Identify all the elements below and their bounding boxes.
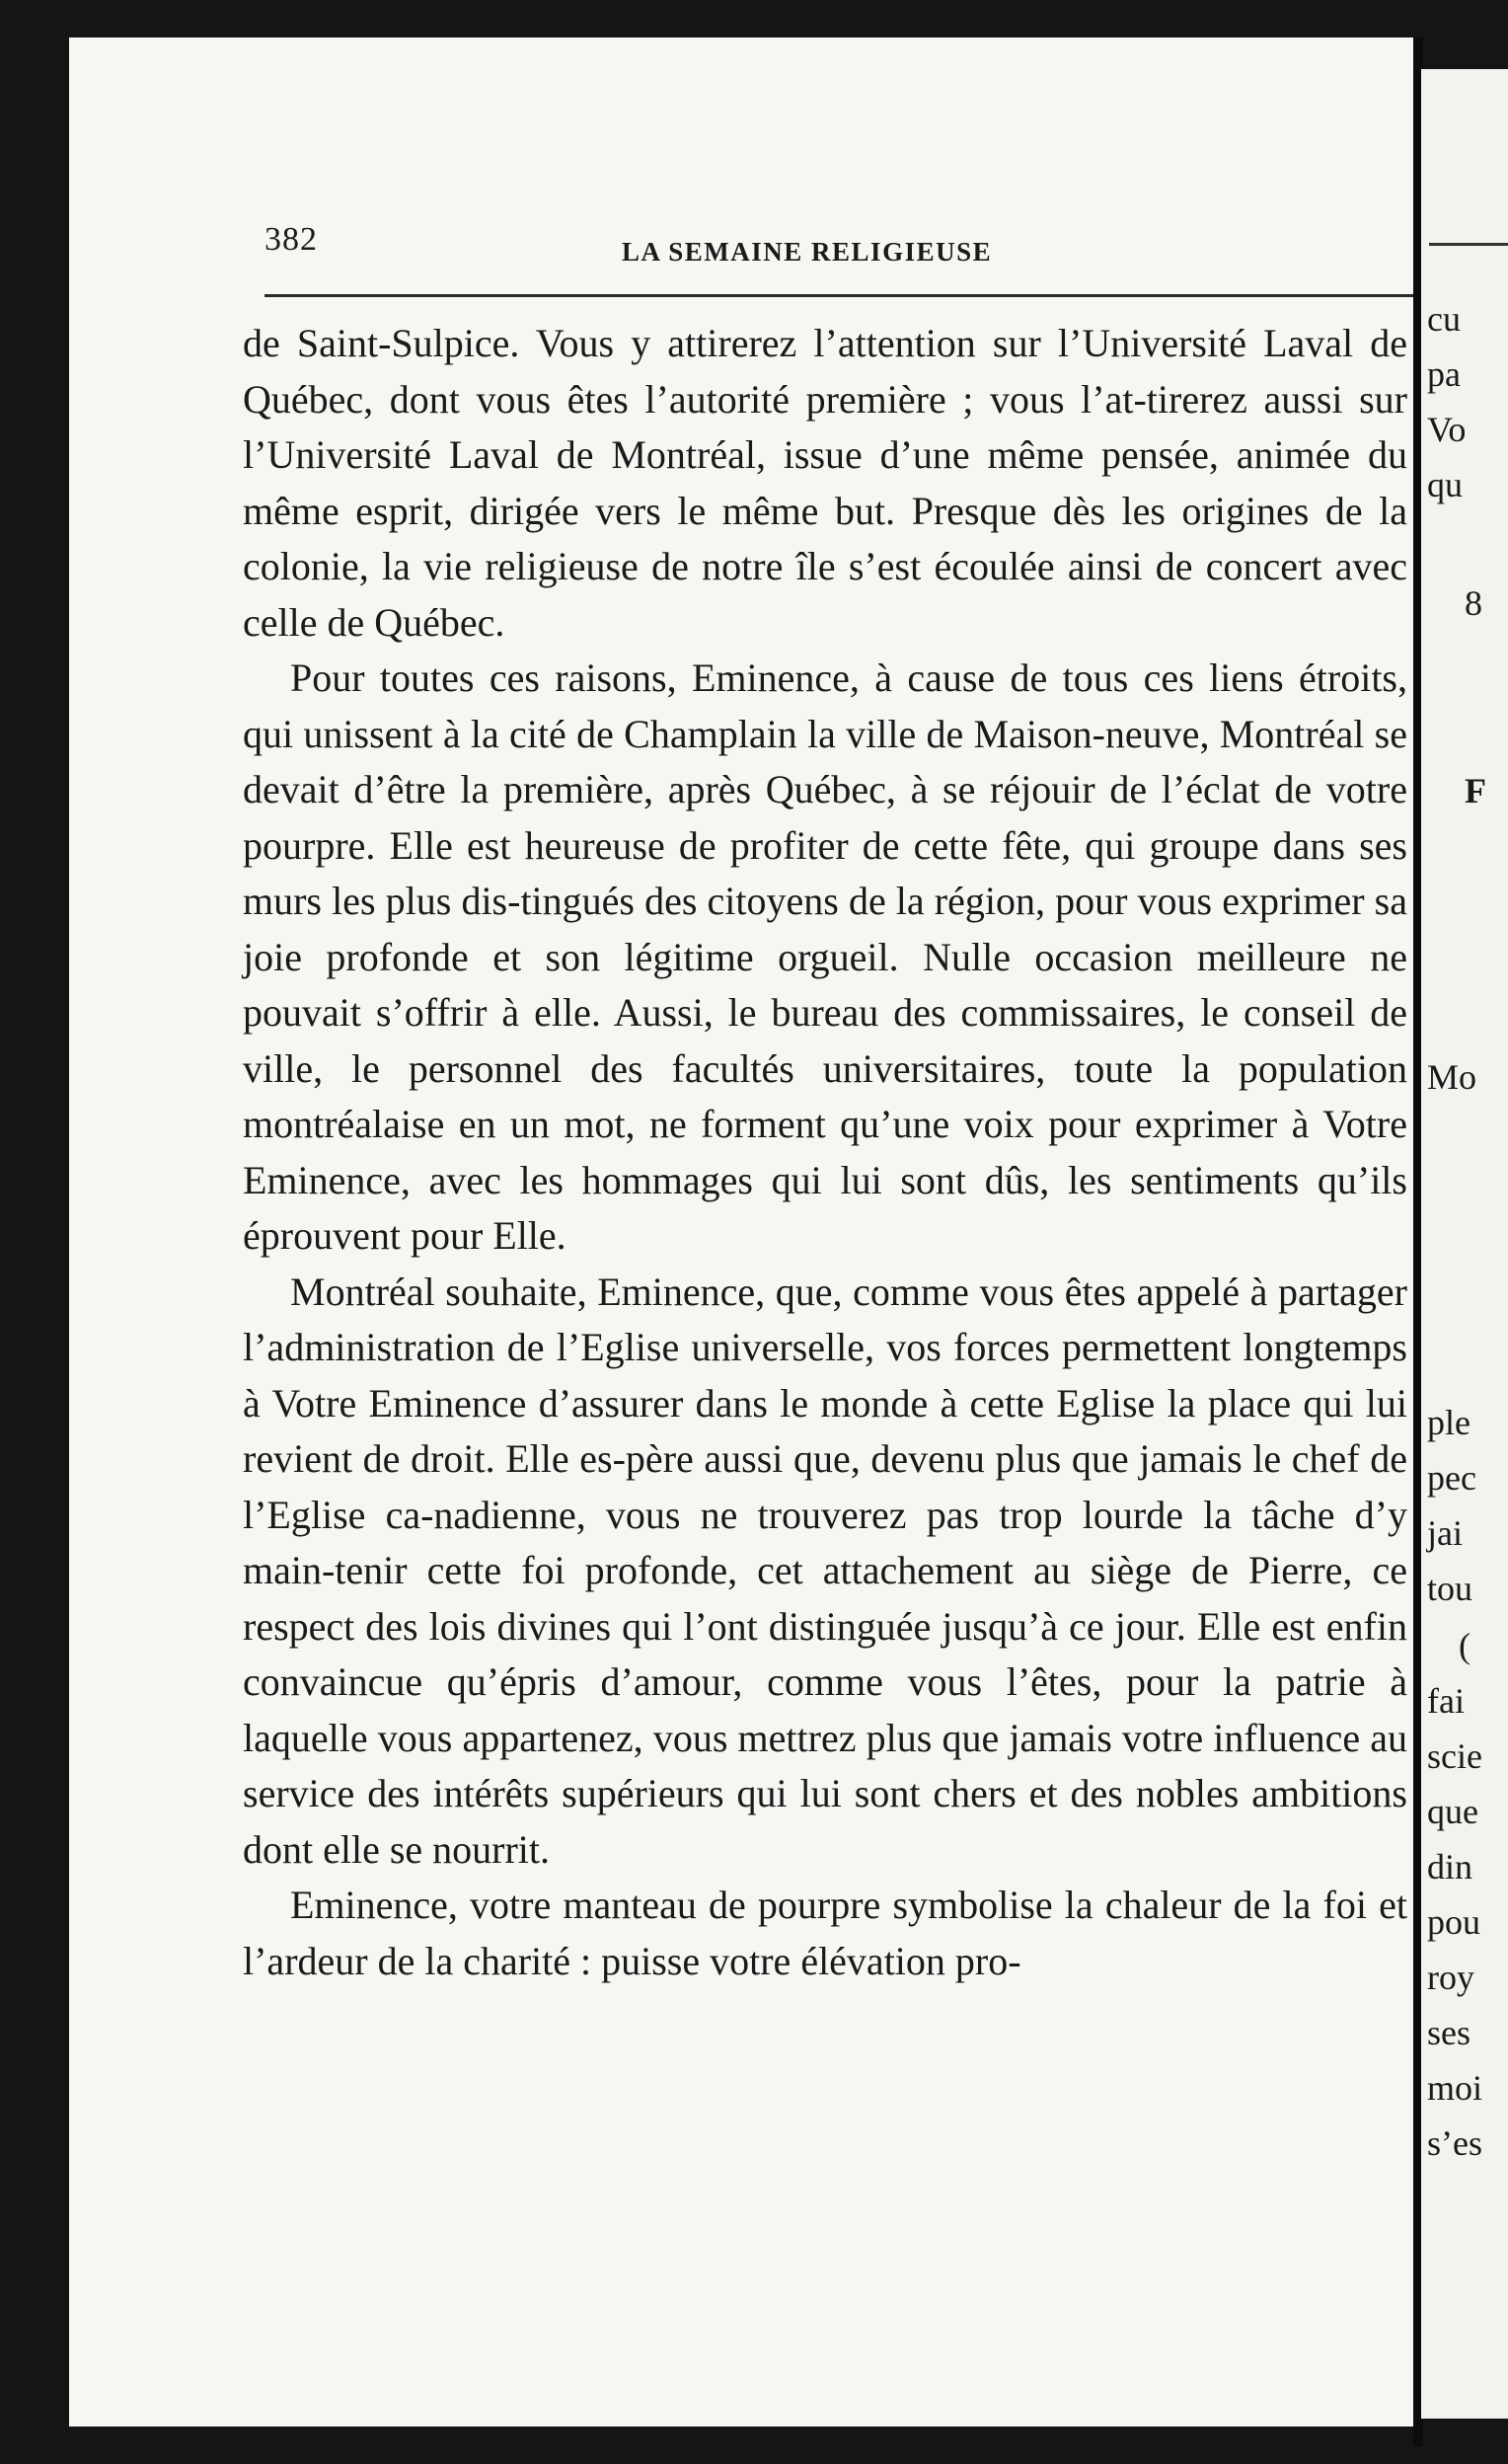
adjacent-fragment: Vo xyxy=(1427,410,1467,449)
adjacent-fragment: ple xyxy=(1427,1403,1470,1442)
page-number: 382 xyxy=(264,221,318,258)
adjacent-fragment: que xyxy=(1427,1792,1478,1831)
adjacent-fragment: fai xyxy=(1427,1681,1465,1721)
page-header xyxy=(264,186,1441,304)
book-page xyxy=(69,38,1413,2426)
adjacent-fragment: ( xyxy=(1459,1626,1470,1665)
adjacent-page-edge xyxy=(1421,69,1508,2419)
adjacent-fragment: cu xyxy=(1427,299,1461,339)
adjacent-fragment: moi xyxy=(1427,2068,1483,2108)
header-rule xyxy=(264,294,1441,297)
adjacent-fragment: s’es xyxy=(1427,2123,1482,2163)
adjacent-fragment: 8 xyxy=(1465,583,1482,623)
adjacent-fragment: ses xyxy=(1427,2013,1470,2052)
adjacent-fragment: Mo xyxy=(1427,1057,1477,1097)
adjacent-header-rule xyxy=(1429,243,1508,246)
paragraph: de Saint-Sulpice. Vous y attirerez l’attention sur l’Université Laval de Québec, dont vous êtes l’autorité première ; vous l’at-tirerez aussi sur l’Université Laval de Montréal, issue d’une même pensée, animée du même esprit, dirigée vers le même but. Presque dès les origines de la colonie, la vie religieuse de notre île s’est écoulée ainsi de concert avec celle de Québec. xyxy=(243,321,1407,645)
adjacent-fragment: din xyxy=(1427,1847,1473,1886)
body-text xyxy=(243,316,1407,1989)
adjacent-fragment: F xyxy=(1465,771,1486,810)
adjacent-fragment: pec xyxy=(1427,1458,1476,1498)
adjacent-fragment: roy xyxy=(1427,1958,1474,1997)
paragraph: Pour toutes ces raisons, Eminence, à cause de tous ces liens étroits, qui unissent à la cité de Champlain la ville de Maison-neuve, Montréal se devait d’être la première, après Québec, à se réjouir de l’éclat de votre pourpre. Elle est heureuse de profiter de cette fête, qui groupe dans ses murs les plus dis-tingués des citoyens de la région, pour vous exprimer sa joie profonde et son légitime orgueil. Nulle occasion meilleure ne pouvait s’offrir à elle. Aussi, le bureau des commissaires, le conseil de ville, le personnel des facultés universitaires, toute la population montréalaise en un mot, ne forment qu’une voix pour exprimer à Votre Eminence, avec les hommages qui lui sont dûs, les sentiments qu’ils éprouvent pour Elle. xyxy=(243,655,1407,1258)
adjacent-fragment: pa xyxy=(1427,354,1461,394)
adjacent-fragment: jai xyxy=(1427,1513,1463,1553)
paragraph: Eminence, votre manteau de pourpre symbolise la chaleur de la foi et l’ardeur de la charité : puisse votre élévation pro- xyxy=(243,1883,1407,1983)
adjacent-fragment: qu xyxy=(1427,465,1463,504)
adjacent-fragment: tou xyxy=(1427,1569,1473,1608)
adjacent-fragment: pou xyxy=(1427,1902,1480,1942)
paragraph: Montréal souhaite, Eminence, que, comme vous êtes appelé à partager l’administration de l’Eglise universelle, vos forces permettent longtemps à Votre Eminence d’assurer dans le monde à cette Eglise la place qui lui revient de droit. Elle es-père aussi que, devenu plus que jamais le chef de l’Eglise ca-nadienne, vous ne trouverez pas trop lourde la tâche d’y main-tenir cette foi profonde, cet attachement au siège de Pierre, ce respect des lois divines qui l’ont distinguée jusqu’à ce jour. Elle est enfin convaincue qu’épris d’amour, comme vous l’êtes, pour la patrie à laquelle vous appartenez, vous mettrez plus que jamais votre influence au service des intérêts supérieurs qui lui sont chers et des nobles ambitions dont elle se nourrit. xyxy=(243,1269,1407,1872)
adjacent-fragment: scie xyxy=(1427,1736,1482,1776)
running-title: LA SEMAINE RELIGIEUSE xyxy=(622,237,993,267)
